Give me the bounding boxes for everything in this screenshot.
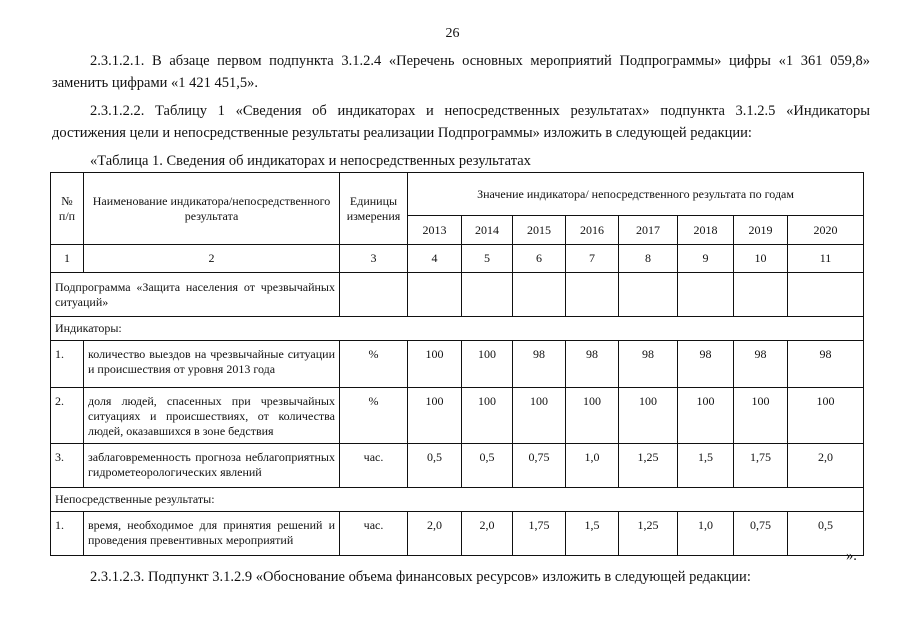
row-number: 2. [51,388,84,444]
page-number: 26 [445,26,460,41]
row-value: 100 [408,341,462,388]
row-name: доля людей, спасенных при чрезвычайных ситуациях и происшествиях, от количества людей, оказавшихся в зоне бедствия [84,388,340,444]
column-number: 4 [408,245,462,273]
row-value: 100 [788,388,864,444]
subprogram-title: Подпрограмма «Защита населения от чрезвычайных ситуаций» [51,273,340,317]
row-value: 100 [678,388,734,444]
year-header: 2013 [408,216,462,245]
year-header: 2014 [462,216,513,245]
row-value: 1,75 [734,444,788,488]
row-value: 0,5 [788,512,864,556]
results-body [51,512,864,556]
year-header: 2020 [788,216,864,245]
row-value: 98 [619,341,678,388]
row-value: 0,5 [462,444,513,488]
table-row [51,444,864,488]
row-value: 2,0 [788,444,864,488]
results-label-row [51,488,864,512]
row-value: 2,0 [462,512,513,556]
row-value: 100 [619,388,678,444]
row-name: количество выездов на чрезвычайные ситуации и происшествия от уровня 2013 года [84,341,340,388]
row-value: 98 [788,341,864,388]
row-value: 2,0 [408,512,462,556]
paragraph-2-text: 2.3.1.2.2. Таблицу 1 «Сведения об индикаторах и непосредственных результатах» подпункта 3.1.2.5 «Индикаторы достижения цели и непосредственные результаты реализации Подпрограммы» изложить в следующей редакции: [52,103,870,141]
indicators-body [51,341,864,488]
header-unit: Единицы измерения [340,173,408,245]
year-header: 2018 [678,216,734,245]
column-number: 7 [566,245,619,273]
column-number: 2 [84,245,340,273]
table-caption: «Таблица 1. Сведения об индикаторах и непосредственных результатах [90,153,531,169]
paragraph-1-text: 2.3.1.2.1. В абзаце первом подпункта 3.1.2.4 «Перечень основных мероприятий Подпрограммы» цифры «1 361 059,8» заменить цифрами «1 421 451,5». [52,53,870,91]
column-numbers-row [51,245,864,273]
paragraph-2-3-1-2-3 [52,566,870,588]
column-number: 8 [619,245,678,273]
column-number: 6 [513,245,566,273]
table-row [51,388,864,444]
year-header: 2016 [566,216,619,245]
header-name: Наименование индикатора/непосредственного результата [84,173,340,245]
year-header: 2015 [513,216,566,245]
row-value: 0,75 [734,512,788,556]
row-value: 100 [408,388,462,444]
column-number: 9 [678,245,734,273]
column-number: 10 [734,245,788,273]
year-header: 2017 [619,216,678,245]
row-unit: % [340,341,408,388]
row-value: 1,25 [619,512,678,556]
row-value: 98 [734,341,788,388]
column-number: 1 [51,245,84,273]
row-value: 98 [513,341,566,388]
column-number: 5 [462,245,513,273]
row-value: 100 [462,388,513,444]
row-unit: час. [340,512,408,556]
header-num: № п/п [51,173,84,245]
row-number: 1. [51,341,84,388]
row-value: 1,0 [678,512,734,556]
closing-quote: ». [846,548,857,564]
indicators-label: Индикаторы: [51,317,864,341]
row-value: 98 [678,341,734,388]
indicators-table [50,172,864,556]
row-number: 1. [51,512,84,556]
row-value: 100 [513,388,566,444]
paragraph-2-3-1-2-1 [52,50,870,94]
table-row [51,512,864,556]
row-value: 0,75 [513,444,566,488]
row-name: заблаговременность прогноза неблагоприятных гидрометеорологических явлений [84,444,340,488]
row-value: 1,5 [566,512,619,556]
row-value: 1,75 [513,512,566,556]
row-name: время, необходимое для принятия решений и проведения превентивных мероприятий [84,512,340,556]
row-value: 100 [734,388,788,444]
row-value: 100 [566,388,619,444]
row-value: 0,5 [408,444,462,488]
paragraph-3-text: 2.3.1.2.3. Подпункт 3.1.2.9 «Обоснование объема финансовых ресурсов» изложить в следующей редакции: [90,569,751,585]
subprogram-row [51,273,864,317]
row-number: 3. [51,444,84,488]
row-value: 100 [462,341,513,388]
year-header: 2019 [734,216,788,245]
row-value: 1,5 [678,444,734,488]
row-value: 1,0 [566,444,619,488]
header-values: Значение индикатора/ непосредственного результата по годам [408,173,864,216]
results-label: Непосредственные результаты: [51,488,864,512]
column-number: 3 [340,245,408,273]
paragraph-2-3-1-2-2 [52,100,870,144]
table-row [51,341,864,388]
row-unit: % [340,388,408,444]
row-value: 98 [566,341,619,388]
row-value: 1,25 [619,444,678,488]
row-unit: час. [340,444,408,488]
column-number: 11 [788,245,864,273]
indicators-label-row [51,317,864,341]
